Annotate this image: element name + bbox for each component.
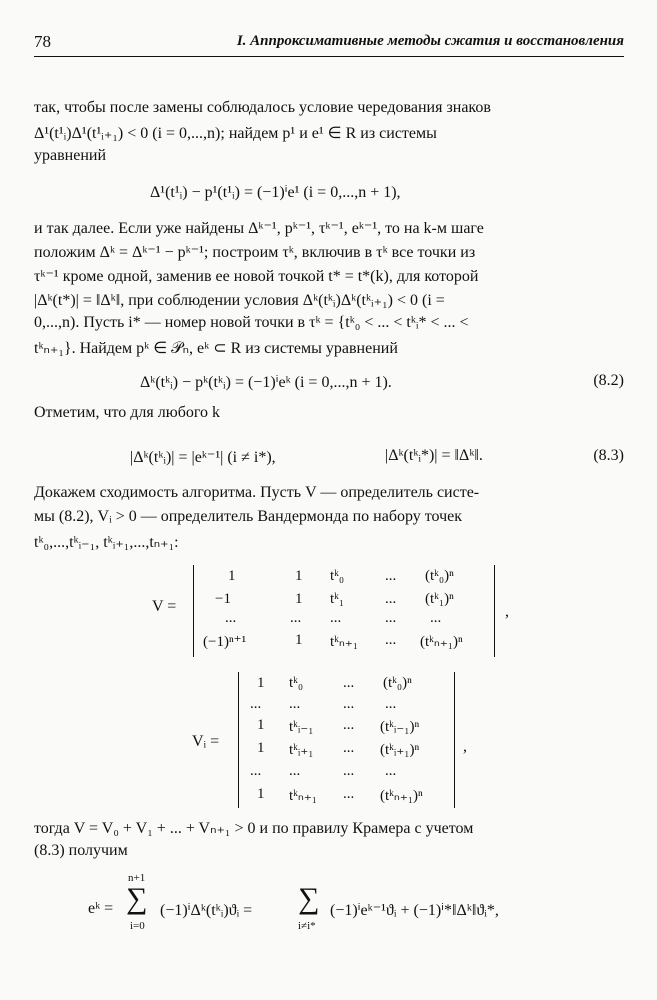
eq4-sum2-bottom: i≠i*: [298, 920, 316, 932]
p4-line3: tᵏ₀,...,tᵏᵢ₋₁, tᵏᵢ₊₁,...,tₙ₊₁:: [34, 534, 179, 551]
page-number: 78: [34, 32, 51, 51]
p4-line1: Докажем сходимость алгоритма. Пусть V — определитель систе-: [34, 484, 480, 501]
page-header: [34, 30, 624, 57]
eq4-term2: (−1)ⁱeᵏ⁻¹ϑᵢ + (−1)ⁱ*‖Δᵏ‖ϑᵢ*,: [330, 902, 499, 919]
matrix-v-cell: tᵏ₀: [330, 568, 345, 584]
equation-8-2: Δᵏ(tᵏᵢ) − pᵏ(tᵏᵢ) = (−1)ⁱeᵏ (i = 0,...,n + 1).: [140, 374, 392, 391]
p2-line5: 0,...,n). Пусть i* — номер новой точки в τᵏ = {tᵏ₀ < ... < tᵏᵢ* < ... <: [34, 314, 469, 331]
p1-line3: уравнений: [34, 147, 107, 164]
matrix-v-left-bar: [193, 565, 194, 657]
matrix-vi-cell: tᵏᵢ₋₁: [289, 719, 314, 735]
p2-line4: |Δᵏ(t*)| = ‖Δᵏ‖, при соблюдении условия Δᵏ(tᵏᵢ)Δᵏ(tᵏᵢ₊₁) < 0 (i =: [34, 292, 445, 309]
p2-line1: и так далее. Если уже найдены Δᵏ⁻¹, pᵏ⁻¹, τᵏ⁻¹, eᵏ⁻¹, то на k-м шаге: [34, 220, 484, 237]
matrix-vi-cell: ...: [343, 675, 355, 691]
matrix-vi-cell: ...: [343, 696, 355, 712]
eq4-lhs: eᵏ =: [88, 900, 114, 917]
matrix-v-cell: 1: [295, 568, 303, 584]
p1-line1: так, чтобы после замены соблюдалось условие чередования знаков: [34, 99, 491, 116]
matrix-vi-cell: ...: [289, 696, 301, 712]
p2-line6: tᵏₙ₊₁}. Найдем pᵏ ∈ 𝒫ₙ, eᵏ ⊂ R из системы уравнений: [34, 340, 398, 357]
matrix-v-cell: ...: [290, 610, 302, 626]
matrix-v-cell: 1: [295, 591, 303, 607]
eq4-term1: (−1)ⁱΔᵏ(tᵏᵢ)ϑᵢ =: [160, 902, 253, 919]
matrix-v-cell: 1: [228, 568, 236, 584]
matrix-v-cell: 1: [295, 632, 303, 648]
matrix-vi-cell: ...: [289, 763, 301, 779]
matrix-v-cell: tᵏₙ₊₁: [330, 634, 359, 650]
matrix-v-cell: (tᵏ₁)ⁿ: [425, 591, 454, 607]
matrix-v-cell: ...: [385, 610, 397, 626]
eq4-sum1-top: n+1: [128, 872, 146, 884]
matrix-v-cell: (−1)ⁿ⁺¹: [203, 634, 247, 650]
matrix-v-cell: −1: [215, 591, 231, 607]
matrix-vi-comma: ,: [463, 738, 467, 755]
matrix-vi-cell: (tᵏᵢ₋₁)ⁿ: [380, 719, 420, 735]
equation-8-3-left: |Δᵏ(tᵏᵢ)| = |eᵏ⁻¹| (i ≠ i*),: [130, 449, 276, 466]
p2-line2: положим Δᵏ = Δᵏ⁻¹ − pᵏ⁻¹; построим τᵏ, включив в τᵏ все точки из: [34, 244, 476, 261]
equation-1: Δ¹(t¹ᵢ) − p¹(t¹ᵢ) = (−1)ⁱe¹ (i = 0,...,n + 1),: [150, 184, 401, 201]
matrix-v-cell: ...: [430, 610, 442, 626]
matrix-v-cell: (tᵏ₀)ⁿ: [425, 568, 454, 584]
matrix-v-cell: tᵏ₁: [330, 591, 345, 607]
p3-line: Отметим, что для любого k: [34, 404, 221, 421]
eq4-sum1-bottom: i=0: [130, 920, 145, 932]
matrix-vi-cell: (tᵏₙ₊₁)ⁿ: [380, 788, 423, 804]
matrix-v-label: V =: [152, 598, 177, 615]
matrix-v-comma: ,: [505, 603, 509, 620]
matrix-vi-cell: tᵏᵢ₊₁: [289, 742, 314, 758]
matrix-vi-cell: 1: [257, 717, 265, 733]
matrix-vi-cell: tᵏ₀: [289, 675, 304, 691]
matrix-vi-cell: ...: [250, 763, 262, 779]
matrix-vi-cell: ...: [343, 717, 355, 733]
matrix-vi-cell: (tᵏ₀)ⁿ: [383, 675, 412, 691]
matrix-vi-cell: ...: [250, 696, 262, 712]
matrix-v-cell: ...: [385, 632, 397, 648]
matrix-v-cell: (tᵏₙ₊₁)ⁿ: [420, 634, 463, 650]
matrix-vi-cell: ...: [385, 763, 397, 779]
matrix-vi-cell: ...: [343, 786, 355, 802]
matrix-vi-cell: ...: [385, 696, 397, 712]
matrix-vi-cell: ...: [343, 763, 355, 779]
equation-number-8-2: (8.2): [593, 372, 624, 389]
matrix-v-cell: ...: [225, 610, 237, 626]
matrix-v-cell: ...: [330, 610, 342, 626]
matrix-vi-right-bar: [454, 672, 455, 808]
equation-8-3-right: |Δᵏ(tᵏᵢ*)| = ‖Δᵏ‖.: [385, 447, 483, 464]
matrix-vi-cell: 1: [257, 740, 265, 756]
p2-line3: τᵏ⁻¹ кроме одной, заменив ее новой точкой t* = t*(k), для которой: [34, 268, 479, 285]
matrix-vi-cell: tᵏₙ₊₁: [289, 788, 318, 804]
matrix-v-right-bar: [494, 565, 495, 657]
equation-number-8-3: (8.3): [593, 447, 624, 464]
matrix-vi-cell: (tᵏᵢ₊₁)ⁿ: [380, 742, 420, 758]
sum-sign-icon: ∑: [126, 882, 148, 915]
matrix-v-cell: ...: [385, 568, 397, 584]
sum-sign-icon: ∑: [298, 882, 320, 915]
running-title: I. Аппроксимативные методы сжатия и восстановления: [236, 33, 624, 49]
matrix-vi-cell: 1: [257, 675, 265, 691]
matrix-v-cell: ...: [385, 591, 397, 607]
p4-line2: мы (8.2), Vᵢ > 0 — определитель Вандермонда по набору точек: [34, 508, 463, 525]
matrix-vi-left-bar: [238, 672, 239, 808]
matrix-vi-cell: ...: [343, 740, 355, 756]
matrix-vi-label: Vᵢ =: [192, 733, 220, 750]
matrix-vi-cell: 1: [257, 786, 265, 802]
p1-line2: Δ¹(t¹ᵢ)Δ¹(t¹ᵢ₊₁) < 0 (i = 0,...,n); найдем p¹ и e¹ ∈ R из системы: [34, 125, 437, 142]
p5-line2: (8.3) получим: [34, 842, 128, 859]
p5-line1: тогда V = V₀ + V₁ + ... + Vₙ₊₁ > 0 и по правилу Крамера с учетом: [34, 820, 474, 837]
